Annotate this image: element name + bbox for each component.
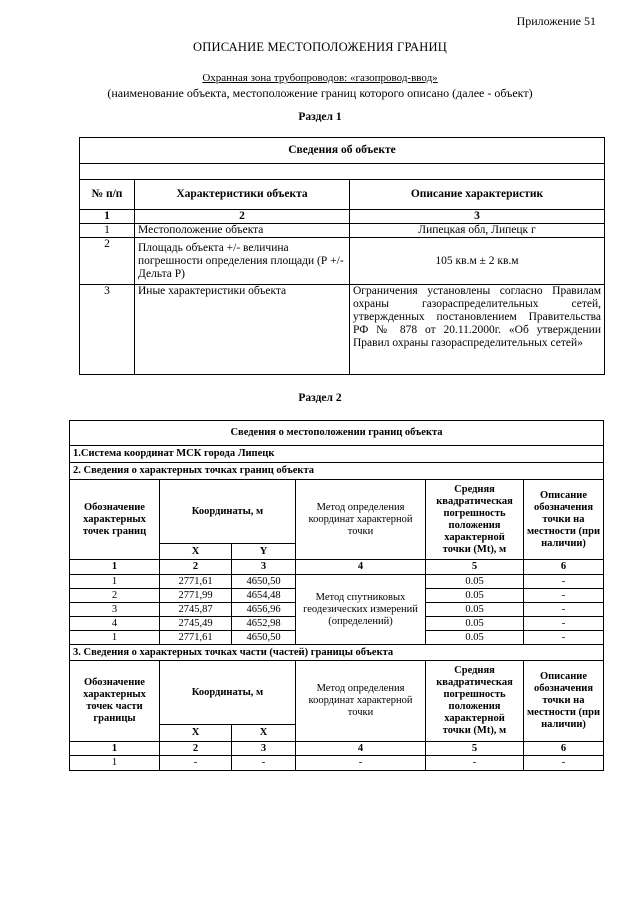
boundary-location-table (69, 420, 604, 771)
point-x: 2771,99 (160, 589, 232, 603)
col-index: 1 (70, 742, 160, 756)
col-index: 2 (135, 210, 350, 224)
point-number: 1 (70, 631, 160, 645)
col-index: 1 (70, 560, 160, 575)
subsection-part-points: 3. Сведения о характерных точках части (частей) границы объекта (70, 645, 604, 661)
object-name (0, 72, 640, 84)
point-y: 4652,98 (232, 617, 296, 631)
col-index: 4 (296, 560, 426, 575)
part-point-number: 1 (70, 756, 160, 771)
object-name-caption: (наименование объекта, местоположение границ которого описано (далее - объект) (107, 86, 533, 100)
row-num: 1 (80, 224, 135, 238)
col-index: 3 (232, 742, 296, 756)
col-index: 6 (524, 742, 604, 756)
point-y: 4654,48 (232, 589, 296, 603)
part-point-description: - (524, 756, 604, 771)
col-index: 5 (426, 742, 524, 756)
col-header-x: X (160, 725, 232, 742)
part-point-x: - (160, 756, 232, 771)
point-x: 2771,61 (160, 575, 232, 589)
col-header-method: Метод определения координат характерной точки (296, 480, 426, 560)
part-point-method: - (296, 756, 426, 771)
section-1-heading: Раздел 1 (298, 111, 342, 123)
col-header-description: Описание характеристик (350, 180, 605, 210)
col-header-point-description: Описание обозначения точки на местности (при наличии) (524, 480, 604, 560)
point-x: 2745,49 (160, 617, 232, 631)
coordinate-system: 1.Система координат МСК города Липецк (70, 446, 604, 463)
col-index: 4 (296, 742, 426, 756)
point-description: - (524, 589, 604, 603)
point-description: - (524, 617, 604, 631)
col-header-point: Обозначение характерных точек границ (70, 480, 160, 560)
point-x: 2771,61 (160, 631, 232, 645)
row-characteristic: Площадь объекта +/- величина погрешности определения площади (Р +/- Дельта Р) (135, 238, 350, 285)
col-header-y: Y (232, 544, 296, 560)
point-description: - (524, 631, 604, 645)
table-row (80, 238, 605, 285)
col-header-coordinates: Координаты, м (160, 661, 296, 725)
col-header-method: Метод определения координат характерной точки (296, 661, 426, 742)
object-info-table (79, 137, 605, 375)
row-num: 3 (80, 285, 135, 375)
col-header-num: № п/п (80, 180, 135, 210)
row-description: Ограничения установлены согласно Правилам охраны газораспределительных сетей, утвержденных постановлением Правительства РФ № 878 от 20.11.2000г. «Об утверждении Правил охраны газораспределительных сетей» (350, 285, 605, 375)
col-header-characteristic: Характеристики объекта (135, 180, 350, 210)
col-index: 5 (426, 560, 524, 575)
col-index: 1 (80, 210, 135, 224)
col-header-point-description: Описание обозначения точки на местности (при наличии) (524, 661, 604, 742)
col-index: 2 (160, 560, 232, 575)
point-y: 4650,50 (232, 575, 296, 589)
point-error: 0.05 (426, 589, 524, 603)
col-header-coordinates: Координаты, м (160, 480, 296, 544)
col-index: 6 (524, 560, 604, 575)
point-x: 2745,87 (160, 603, 232, 617)
table-row (80, 224, 605, 238)
point-description: - (524, 603, 604, 617)
appendix-number: Приложение 51 (516, 14, 596, 28)
method-cell: Метод спутниковых геодезических измерений (определений) (296, 575, 426, 645)
object-info-title: Сведения об объекте (80, 138, 605, 164)
point-number: 4 (70, 617, 160, 631)
row-description: Липецкая обл, Липецк г (350, 224, 605, 238)
row-characteristic: Местоположение объекта (135, 224, 350, 238)
col-index: 2 (160, 742, 232, 756)
point-number: 2 (70, 589, 160, 603)
subsection-boundary-points: 2. Сведения о характерных точках границ объекта (70, 463, 604, 480)
row-num: 2 (80, 238, 135, 285)
point-y: 4656,96 (232, 603, 296, 617)
table-row (80, 285, 605, 375)
table-row (70, 575, 604, 589)
object-name-text: Охранная зона трубопроводов: «газопровод-ввод» (202, 72, 438, 84)
col-header-error: Средняя квадратическая погрешность положения характерной точки (Mt), м (426, 661, 524, 742)
point-error: 0.05 (426, 631, 524, 645)
col-header-error: Средняя квадратическая погрешность положения характерной точки (Mt), м (426, 480, 524, 560)
table-row (70, 756, 604, 771)
point-error: 0.05 (426, 575, 524, 589)
point-error: 0.05 (426, 603, 524, 617)
col-header-part-point: Обозначение характерных точек части границы (70, 661, 160, 742)
col-index: 3 (350, 210, 605, 224)
point-description: - (524, 575, 604, 589)
col-index: 3 (232, 560, 296, 575)
section-2-heading: Раздел 2 (298, 392, 342, 404)
col-header-x: X (160, 544, 232, 560)
spacer-row (80, 164, 605, 180)
point-number: 1 (70, 575, 160, 589)
row-description: 105 кв.м ± 2 кв.м (350, 238, 605, 285)
row-characteristic: Иные характеристики объекта (135, 285, 350, 375)
point-number: 3 (70, 603, 160, 617)
point-error: 0.05 (426, 617, 524, 631)
part-point-error: - (426, 756, 524, 771)
point-y: 4650,50 (232, 631, 296, 645)
boundary-table-title: Сведения о местоположении границ объекта (70, 421, 604, 446)
document-title: ОПИСАНИЕ МЕСТОПОЛОЖЕНИЯ ГРАНИЦ (193, 40, 447, 54)
col-header-x-second: X (232, 725, 296, 742)
part-point-y: - (232, 756, 296, 771)
